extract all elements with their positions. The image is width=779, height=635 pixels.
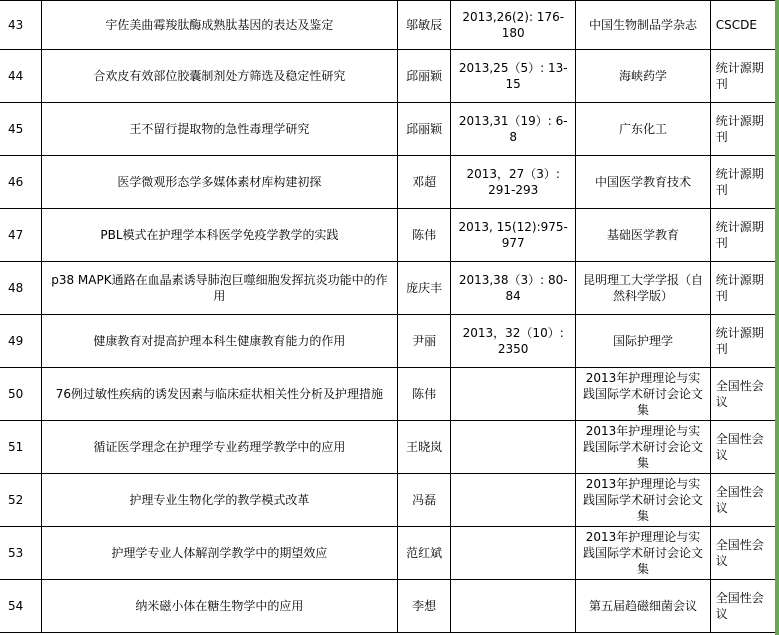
cell-author[interactable]: 邬敏辰: [398, 1, 451, 50]
cell-author[interactable]: 冯磊: [398, 474, 451, 527]
cell-author[interactable]: 邓超: [398, 156, 451, 209]
table-row: [0, 580, 779, 633]
cell-category[interactable]: 统计源期刊: [710, 103, 779, 156]
table-row: [0, 315, 779, 368]
cell-number[interactable]: 49: [0, 315, 41, 368]
cell-number[interactable]: 52: [0, 474, 41, 527]
table-row: [0, 474, 779, 527]
cell-category[interactable]: 统计源期刊: [710, 315, 779, 368]
cell-category[interactable]: 全国性会议: [710, 527, 779, 580]
cell-title[interactable]: PBL模式在护理学本科医学免疫学教学的实践: [41, 209, 397, 262]
cell-title[interactable]: 宇佐美曲霉羧肽酶成熟肽基因的表达及鉴定: [41, 1, 397, 50]
cell-title[interactable]: 合欢皮有效部位胶囊制剂处方筛选及稳定性研究: [41, 50, 397, 103]
cell-category[interactable]: 全国性会议: [710, 474, 779, 527]
cell-category[interactable]: 全国性会议: [710, 580, 779, 633]
cell-number[interactable]: 53: [0, 527, 41, 580]
cell-journal[interactable]: 昆明理工大学学报（自然科学版）: [576, 262, 710, 315]
cell-journal[interactable]: 第五届趋磁细菌会议: [576, 580, 710, 633]
cell-journal[interactable]: 2013年护理理论与实践国际学术研讨会论文集: [576, 421, 710, 474]
cell-journal[interactable]: 2013年护理理论与实践国际学术研讨会论文集: [576, 368, 710, 421]
cell-author[interactable]: 陈伟: [398, 368, 451, 421]
cell-volume[interactable]: 2013，32（10）: 2350: [451, 315, 576, 368]
cell-journal[interactable]: 海峡药学: [576, 50, 710, 103]
table-row: [0, 262, 779, 315]
cell-volume[interactable]: [451, 527, 576, 580]
cell-title[interactable]: 护理学专业人体解剖学教学中的期望效应: [41, 527, 397, 580]
window-edge: [775, 0, 779, 635]
table-row: [0, 209, 779, 262]
cell-volume[interactable]: 2013,31（19）: 6-8: [451, 103, 576, 156]
cell-volume[interactable]: 2013, 15(12):975-977: [451, 209, 576, 262]
cell-author[interactable]: 范红斌: [398, 527, 451, 580]
cell-category[interactable]: 统计源期刊: [710, 50, 779, 103]
cell-author[interactable]: 邱丽颖: [398, 50, 451, 103]
cell-category[interactable]: 全国性会议: [710, 368, 779, 421]
cell-category[interactable]: CSCDE: [710, 1, 779, 50]
cell-title[interactable]: 健康教育对提高护理本科生健康教育能力的作用: [41, 315, 397, 368]
table-row: [0, 527, 779, 580]
cell-number[interactable]: 50: [0, 368, 41, 421]
cell-author[interactable]: 庞庆丰: [398, 262, 451, 315]
cell-volume[interactable]: [451, 368, 576, 421]
table-row: [0, 156, 779, 209]
cell-volume[interactable]: [451, 421, 576, 474]
cell-title[interactable]: 循证医学理念在护理学专业药理学教学中的应用: [41, 421, 397, 474]
cell-author[interactable]: 王晓岚: [398, 421, 451, 474]
table-row: [0, 368, 779, 421]
cell-number[interactable]: 51: [0, 421, 41, 474]
cell-author[interactable]: 邱丽颖: [398, 103, 451, 156]
cell-volume[interactable]: 2013,25（5）: 13-15: [451, 50, 576, 103]
cell-journal[interactable]: 国际护理学: [576, 315, 710, 368]
cell-number[interactable]: 54: [0, 580, 41, 633]
table-body: [0, 1, 779, 633]
cell-author[interactable]: 李想: [398, 580, 451, 633]
cell-journal[interactable]: 2013年护理理论与实践国际学术研讨会论文集: [576, 474, 710, 527]
cell-number[interactable]: 43: [0, 1, 41, 50]
cell-category[interactable]: 统计源期刊: [710, 156, 779, 209]
cell-author[interactable]: 尹丽: [398, 315, 451, 368]
cell-title[interactable]: 纳米磁小体在糖生物学中的应用: [41, 580, 397, 633]
table-row: [0, 103, 779, 156]
cell-journal[interactable]: 中国医学教育技术: [576, 156, 710, 209]
cell-title[interactable]: 医学微观形态学多媒体素材库构建初探: [41, 156, 397, 209]
cell-volume[interactable]: 2013,26(2): 176-180: [451, 1, 576, 50]
cell-category[interactable]: 全国性会议: [710, 421, 779, 474]
cell-journal[interactable]: 2013年护理理论与实践国际学术研讨会论文集: [576, 527, 710, 580]
table-row: [0, 421, 779, 474]
cell-number[interactable]: 48: [0, 262, 41, 315]
cell-number[interactable]: 47: [0, 209, 41, 262]
cell-title[interactable]: p38 MAPK通路在血晶素诱导肺泡巨噬细胞发挥抗炎功能中的作用: [41, 262, 397, 315]
table-row: [0, 50, 779, 103]
cell-volume[interactable]: [451, 474, 576, 527]
cell-title[interactable]: 护理专业生物化学的教学模式改革: [41, 474, 397, 527]
table-row: [0, 1, 779, 50]
cell-category[interactable]: 统计源期刊: [710, 262, 779, 315]
cell-volume[interactable]: 2013,38（3）: 80-84: [451, 262, 576, 315]
cell-journal[interactable]: 中国生物制品学杂志: [576, 1, 710, 50]
cell-journal[interactable]: 基础医学教育: [576, 209, 710, 262]
cell-volume[interactable]: 2013，27（3）: 291-293: [451, 156, 576, 209]
cell-category[interactable]: 统计源期刊: [710, 209, 779, 262]
cell-number[interactable]: 44: [0, 50, 41, 103]
cell-author[interactable]: 陈伟: [398, 209, 451, 262]
cell-title[interactable]: 76例过敏性疾病的诱发因素与临床症状相关性分析及护理措施: [41, 368, 397, 421]
cell-volume[interactable]: [451, 580, 576, 633]
cell-number[interactable]: 46: [0, 156, 41, 209]
cell-journal[interactable]: 广东化工: [576, 103, 710, 156]
cell-title[interactable]: 王不留行提取物的急性毒理学研究: [41, 103, 397, 156]
cell-number[interactable]: 45: [0, 103, 41, 156]
